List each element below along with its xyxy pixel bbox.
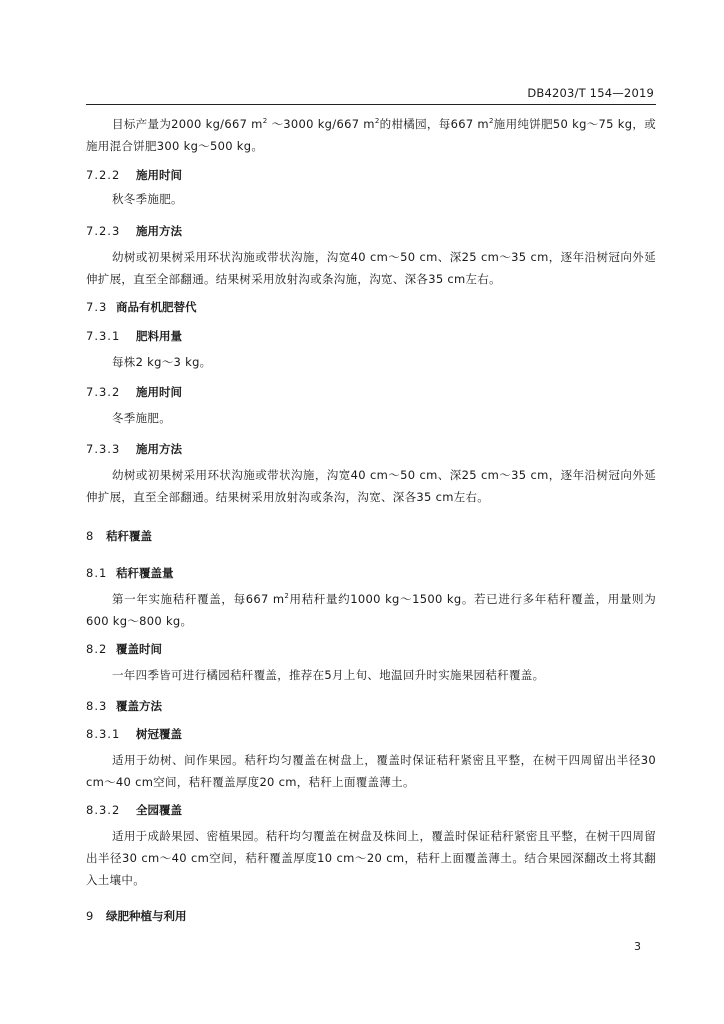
paragraph-7-3-1: 每株2 kg～3 kg。 — [112, 355, 212, 369]
section-heading-8-2: 8.2 覆盖时间 — [86, 642, 162, 656]
section-heading-7-3-3: 7.3.3 施用方法 — [86, 442, 182, 456]
paragraph-8-2: 一年四季皆可进行橘园秸秆覆盖，推荐在5月上旬、地温回升时实施果园秸秆覆盖。 — [112, 668, 545, 682]
paragraph-7-2-3: 幼树或初果树采用环状沟施或带状沟施，沟宽40 cm～50 cm、深25 cm～35 cm，逐年沿树冠向外延伸扩展，直至全部翻通。结果树采用放射沟或条沟施，沟宽、深各35 cm左右。 — [86, 250, 656, 286]
section-heading-9: 9 绿肥种植与利用 — [86, 909, 187, 923]
header-rule — [86, 104, 656, 105]
section-heading-8-1: 8.1 秸秆覆盖量 — [86, 566, 174, 580]
paragraph-7-3-3: 幼树或初果树采用环状沟施或带状沟施，沟宽40 cm～50 cm、深25 cm～35 cm，逐年沿树冠向外延伸扩展，直至全部翻通。结果树采用放射沟或条沟，沟宽、深各35 cm左右。 — [86, 468, 656, 504]
paragraph-target-yield: 目标产量为2000 kg/667 $m^2$ ～3000 kg/667 $m^2$的柑橘园，每667 $m^2$施用纯饼肥50 kg～75 kg，或施用混合饼肥300 kg～500 kg。 — [86, 117, 656, 153]
section-heading-7-3: 7.3 商品有机肥替代 — [86, 300, 197, 314]
standard-code: DB4203/T 154—2019 — [527, 86, 654, 100]
paragraph-7-2-2: 秋冬季施肥。 — [112, 192, 183, 206]
section-heading-7-3-2: 7.3.2 施用时间 — [86, 385, 182, 399]
section-heading-7-3-1: 7.3.1 肥料用量 — [86, 329, 182, 343]
section-heading-7-2-2: 7.2.2 施用时间 — [86, 168, 182, 182]
page-number: 3 — [634, 940, 641, 953]
section-heading-8-3: 8.3 覆盖方法 — [86, 699, 162, 713]
paragraph-8-1: 第一年实施秸秆覆盖，每667 $m^2$用秸秆量约1000 kg～1500 kg。若已进行多年秸秆覆盖，用量则为600 kg～800 kg。 — [86, 592, 656, 628]
paragraph-7-3-2: 冬季施肥。 — [112, 411, 171, 425]
section-heading-8-3-1: 8.3.1 树冠覆盖 — [86, 727, 182, 741]
paragraph-8-3-2: 适用于成龄果园、密植果园。秸秆均匀覆盖在树盘及株间上，覆盖时保证秸秆紧密且平整，在树干四周留出半径30 cm～40 cm空间，秸秆覆盖厚度10 cm～20 cm，秸秆上面覆盖薄土。结合果园深翻改土将其翻入土壤中。 — [86, 829, 656, 887]
paragraph-8-3-1: 适用于幼树、间作果园。秸秆均匀覆盖在树盘上，覆盖时保证秸秆紧密且平整，在树干四周留出半径30 cm～40 cm空间，秸秆覆盖厚度20 cm，秸秆上面覆盖薄土。 — [86, 753, 656, 789]
section-heading-7-2-3: 7.2.3 施用方法 — [86, 224, 182, 238]
section-heading-8-3-2: 8.3.2 全园覆盖 — [86, 803, 182, 817]
section-heading-8: 8 秸秆覆盖 — [86, 529, 152, 543]
